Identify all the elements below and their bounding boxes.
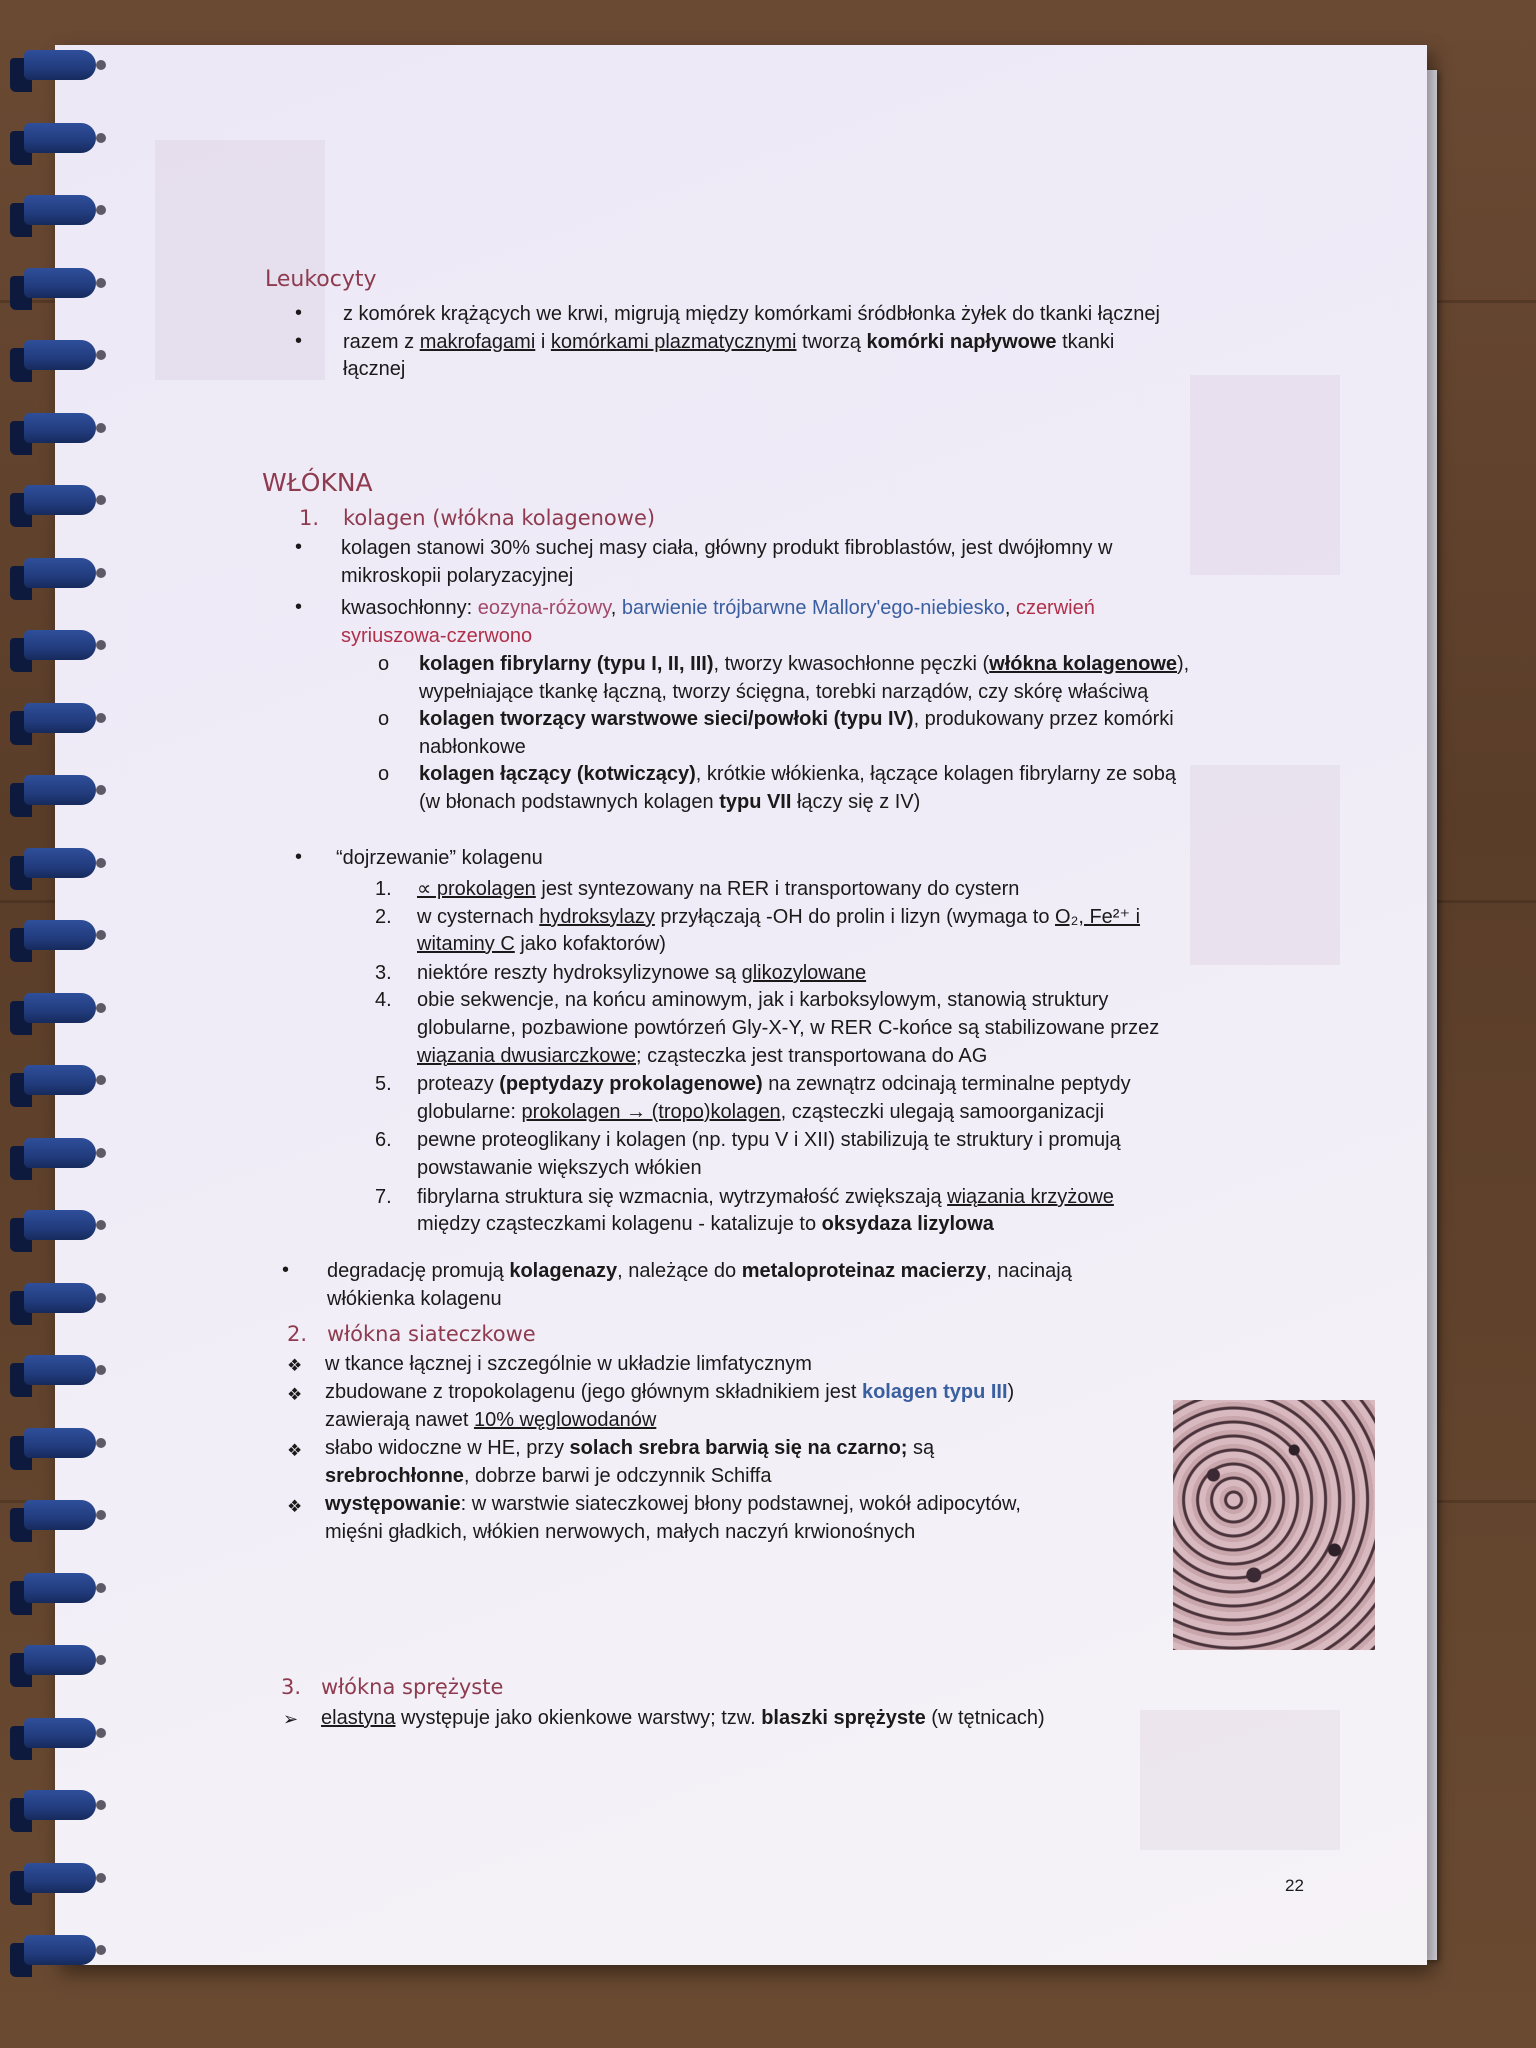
- page-number: 22: [1285, 1876, 1304, 1895]
- bullet-icon: •: [295, 846, 303, 868]
- circle-bullet-icon: o: [378, 708, 390, 730]
- list-number: 3.: [375, 962, 392, 984]
- dojrzewanie-step-7: fibrylarna struktura się wzmacnia, wytrzymałość zwiększają wiązania krzyżowe: [417, 1186, 1114, 1208]
- binding-coil: [10, 485, 94, 529]
- siateczkowe-bullet-3: słabo widoczne w HE, przy solach srebra barwią się na czarno; są: [325, 1437, 935, 1459]
- dojrzewanie-heading: “dojrzewanie” kolagenu: [336, 847, 543, 869]
- list-number: 6.: [375, 1129, 392, 1151]
- binding-coil: [10, 1210, 94, 1254]
- siateczkowe-bullet-4: występowanie: w warstwie siateczkowej błony podstawnej, wokół adipocytów,: [325, 1493, 1021, 1515]
- list-number: 7.: [375, 1186, 392, 1208]
- list-number: 1.: [375, 878, 392, 900]
- binding-coil: [10, 268, 94, 312]
- dojrzewanie-step-7-cont: między cząsteczkami kolagenu - katalizuje to oksydaza lizylowa: [417, 1213, 994, 1235]
- subsection-title-kolagen: kolagen (włókna kolagenowe): [343, 506, 656, 530]
- binding-coil: [10, 1065, 94, 1109]
- kolagen-degradacja-cont: włókienka kolagenu: [327, 1288, 502, 1310]
- binding-coil: [10, 340, 94, 384]
- subsection-title-siateczkowe: włókna siateczkowe: [327, 1322, 536, 1346]
- binding-coil: [10, 50, 94, 94]
- list-number: 4.: [375, 989, 392, 1011]
- binding-coil: [10, 1138, 94, 1182]
- diamond-bullet-icon: ❖: [287, 1356, 303, 1375]
- binding-coil: [10, 1500, 94, 1544]
- circle-bullet-icon: o: [378, 653, 390, 675]
- kolagen-type-iv: kolagen tworzący warstwowe sieci/powłoki (typu IV), produkowany przez komórki: [419, 708, 1174, 730]
- kolagen-type-iv-cont: nabłonkowe: [419, 736, 526, 758]
- kolagen-bullet-1-cont: mikroskopii polaryzacyjnej: [341, 565, 574, 587]
- kolagen-type-fibrylarny: kolagen fibrylarny (typu I, II, III), tworzy kwasochłonne pęczki (włókna kolagenowe),: [419, 653, 1190, 675]
- page-edge: [1427, 70, 1437, 1960]
- dojrzewanie-step-1: ∝ prokolagen jest syntezowany na RER i transportowany do cystern: [417, 878, 1020, 900]
- diamond-bullet-icon: ❖: [287, 1385, 303, 1404]
- section-title-leukocyty: Leukocyty: [265, 267, 377, 292]
- bullet-icon: •: [295, 596, 303, 618]
- bullet-icon: •: [282, 1259, 290, 1281]
- dojrzewanie-step-2-cont: witaminy C jako kofaktorów): [417, 933, 666, 955]
- binding-coil: [10, 1863, 94, 1907]
- leukocyty-bullet-1: z komórek krążących we krwi, migrują między komórkami śródbłonka żyłek do tkanki łącznej: [343, 303, 1160, 325]
- dojrzewanie-step-4-cont: globularne, pozbawione powtórzeń Gly-X-Y, w RER C-końce są stabilizowane przez: [417, 1017, 1160, 1039]
- binding-coil: [10, 558, 94, 602]
- siateczkowe-bullet-3-cont: srebrochłonne, dobrze barwi je odczynnik Schiffa: [325, 1465, 772, 1487]
- dojrzewanie-step-4: obie sekwencje, na końcu aminowym, jak i karboksylowym, stanowią struktury: [417, 989, 1109, 1011]
- siateczkowe-bullet-2-cont: zawierają nawet 10% węglowodanów: [325, 1409, 657, 1431]
- subsection-number-2: 2.: [287, 1322, 308, 1346]
- list-number: 5.: [375, 1073, 392, 1095]
- kolagen-type-fibrylarny-cont: wypełniające tkankę łączną, tworzy ścięgna, torebki narządów, czy skórę właściwą: [419, 681, 1149, 703]
- kolagen-bullet-1: kolagen stanowi 30% suchej masy ciała, główny produkt fibroblastów, jest dwójłomny w: [341, 537, 1113, 559]
- dojrzewanie-step-6-cont: powstawanie większych włókien: [417, 1157, 702, 1179]
- binding-coil: [10, 1428, 94, 1472]
- binding-coil: [10, 920, 94, 964]
- binding-coil: [10, 123, 94, 167]
- binding-coil: [10, 630, 94, 674]
- bullet-icon: •: [295, 302, 303, 324]
- siateczkowe-bullet-1: w tkance łącznej i szczególnie w układzie limfatycznym: [325, 1353, 812, 1375]
- dojrzewanie-step-2: w cysternach hydroksylazy przyłączają -OH do prolin i lizyn (wymaga to O₂, Fe²⁺ i: [417, 906, 1141, 928]
- dojrzewanie-step-5-cont: globularne: prokolagen → (tropo)kolagen, cząsteczki ulegają samoorganizacji: [417, 1101, 1105, 1123]
- subsection-number-3: 3.: [281, 1675, 302, 1699]
- subsection-number-1: 1.: [299, 506, 320, 530]
- subsection-title-sprezyste: włókna sprężyste: [321, 1675, 504, 1699]
- kolagen-type-laczacy-cont: (w błonach podstawnych kolagen typu VII łączy się z IV): [419, 791, 921, 813]
- micrograph-reticular-fibers: [1173, 1400, 1375, 1650]
- binding-coil: [10, 993, 94, 1037]
- leukocyty-bullet-2: razem z makrofagami i komórkami plazmatycznymi tworzą komórki napływowe tkanki: [343, 331, 1115, 353]
- kolagen-degradacja: degradację promują kolagenazy, należące do metaloproteinaz macierzy, nacinają: [327, 1260, 1072, 1282]
- bullet-icon: •: [295, 330, 303, 352]
- section-title-wlokna: WŁÓKNA: [262, 468, 373, 497]
- siateczkowe-bullet-2: zbudowane z tropokolagenu (jego głównym składnikiem jest kolagen typu III): [325, 1381, 1015, 1403]
- binding-coil: [10, 1355, 94, 1399]
- notebook-page: [55, 45, 1427, 1965]
- binding-coil: [10, 413, 94, 457]
- siateczkowe-bullet-4-cont: mięśni gładkich, włókien nerwowych, małych naczyń krwionośnych: [325, 1521, 916, 1543]
- binding-coil: [10, 1790, 94, 1834]
- leukocyty-bullet-2-cont: łącznej: [343, 358, 406, 380]
- diamond-bullet-icon: ❖: [287, 1441, 303, 1460]
- circle-bullet-icon: o: [378, 763, 390, 785]
- diamond-bullet-icon: ❖: [287, 1497, 303, 1516]
- dojrzewanie-step-6: pewne proteoglikany i kolagen (np. typu V i XII) stabilizują te struktury i promują: [417, 1129, 1121, 1151]
- binding-coil: [10, 1573, 94, 1617]
- kolagen-bullet-2: kwasochłonny: eozyna-różowy, barwienie trójbarwne Mallory'ego-niebiesko, czerwień: [341, 597, 1095, 619]
- kolagen-type-laczacy: kolagen łączący (kotwiczący), krótkie włókienka, łączące kolagen fibrylarny ze sobą: [419, 763, 1177, 785]
- dojrzewanie-step-4-cont2: wiązania dwusiarczkowe; cząsteczka jest transportowana do AG: [417, 1045, 988, 1067]
- kolagen-bullet-2-cont: syriuszowa-czerwono: [341, 625, 533, 647]
- binding-coil: [10, 1718, 94, 1762]
- binding-coil: [10, 1935, 94, 1979]
- sprezyste-bullet-1: elastyna występuje jako okienkowe warstwy; tzw. blaszki sprężyste (w tętnicach): [321, 1707, 1045, 1729]
- binding-coil: [10, 775, 94, 819]
- dojrzewanie-step-3: niektóre reszty hydroksylizynowe są glikozylowane: [417, 962, 867, 984]
- list-number: 2.: [375, 906, 392, 928]
- binding-coil: [10, 1283, 94, 1327]
- binding-coil: [10, 703, 94, 747]
- binding-coil: [10, 195, 94, 239]
- binding-coil: [10, 1645, 94, 1689]
- arrow-bullet-icon: ➢: [283, 1709, 299, 1729]
- dojrzewanie-step-5: proteazy (peptydazy prokolagenowe) na zewnątrz odcinają terminalne peptydy: [417, 1073, 1131, 1095]
- bullet-icon: •: [295, 536, 303, 558]
- binding-coil: [10, 848, 94, 892]
